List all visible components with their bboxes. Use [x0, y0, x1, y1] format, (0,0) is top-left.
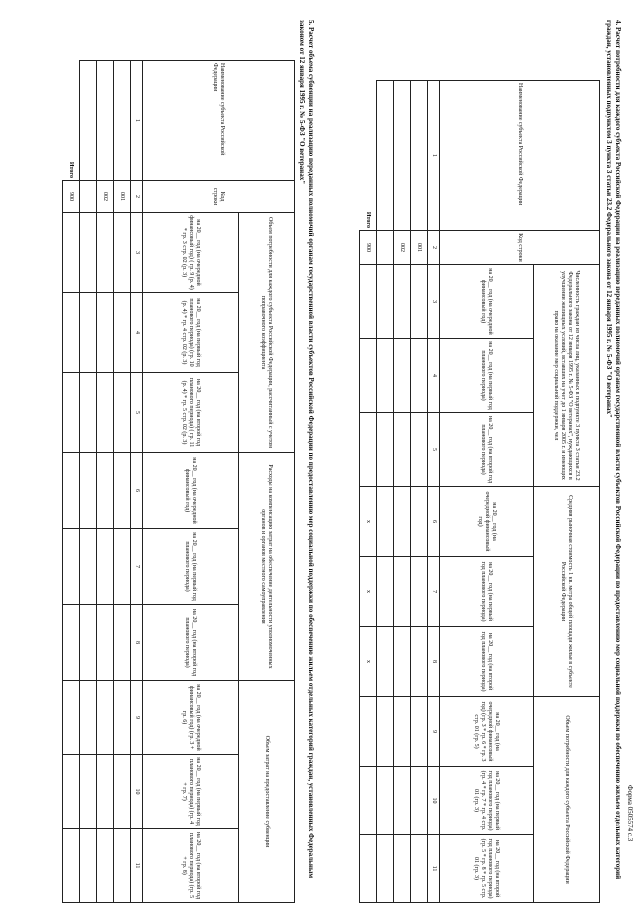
subheader-col11: на 20__ год (на второй год планового периода) (гр. 5 * гр. 8 * гр. 5 стр. 01 (гр. 3) [440, 835, 534, 903]
subheader-col11: на 20__ год (на второй год планового периода) (гр. 5 + гр. 8) [143, 829, 239, 903]
subheader-col3: на 20__ год (на очередной финансовый год) ( гр. 9 (р. 4) * гр. 3 стр. 02 (р. 3) [143, 213, 239, 293]
column-number: 3 [428, 265, 440, 339]
subheader-col9: на 20__ год (на очередной финансовый год) (гр. 3 * гр. 6 * гр. 3 стр. 01 (гр. 5) [440, 697, 534, 767]
column-number: 2 [428, 231, 440, 265]
column-number: 5 [428, 413, 440, 487]
column-number: 1 [131, 61, 143, 181]
subheader-col10: на 20__ год (на первый год планового периода) (гр. 4 + гр. 7) [143, 755, 239, 829]
table-row [114, 61, 131, 903]
header-subvention-group: Объем затрат на предоставление субвенции [239, 681, 295, 903]
table-row [80, 61, 97, 903]
column-number: 11 [131, 829, 143, 903]
column-number: 6 [131, 453, 143, 529]
subheader-col4: на 20__ год (на первый год планового периода) [440, 339, 534, 413]
total-label: Итого [360, 81, 377, 231]
subheader-col3: на 20__ год (на очередной финансовый год) [440, 265, 534, 339]
column-number: 9 [131, 681, 143, 755]
subheader-col6: на 20__ год (на очередной финансовый год) [143, 453, 239, 529]
row-code: 002 [97, 181, 114, 213]
column-number: 2 [131, 181, 143, 213]
column-number: 7 [131, 529, 143, 605]
header-need-group: Объем потребности для каждого субъекта Российской Федерации, рассчитанный с учетом поправочного коэффициента [239, 213, 295, 453]
column-number: 6 [428, 487, 440, 557]
column-number: 5 [131, 373, 143, 453]
column-numbers-row [428, 81, 440, 903]
header-price-group: Средняя рыночная стоимость 1 кв. метра общей площади жилья в субъекте Российской Федерации [534, 487, 600, 697]
column-number: 11 [428, 835, 440, 903]
subheader-col8: на 20__ год (на второй год планового периода) [143, 605, 239, 681]
row-code [377, 231, 394, 265]
table-row [377, 81, 394, 903]
subheader-col10: на 20__ год (на первый год планового периода) (гр. 4 * гр. 7 * гр. 4 стр. 01 (гр. 3) [440, 767, 534, 835]
total-row [63, 61, 80, 903]
column-number: 3 [131, 213, 143, 293]
section-4-table [359, 80, 600, 903]
table-row [411, 81, 428, 903]
column-number: 10 [131, 755, 143, 829]
header-subject: Наименование субъекта Российской Федерации [143, 61, 295, 181]
column-number: 10 [428, 767, 440, 835]
form-code: Форма 0505574 с.3 [626, 785, 634, 842]
header-expenses-group: Расходы на компенсацию затрат на обеспечение деятельности уполномоченных органов и органов местного самоуправления [239, 453, 295, 681]
column-number: 1 [428, 81, 440, 231]
column-number: 9 [428, 697, 440, 767]
subheader-col5: на 20__ год (на второй год планового периода) [440, 413, 534, 487]
section-5-table [62, 60, 295, 903]
subheader-col7: на 20__ год (на первый год планового периода) [440, 557, 534, 627]
section-4-title: 4. Расчет потребности для каждого субъекта Российской Федерации на реализацию переданных полномочий органам государственной власти субъектов Российской Федерации по предоставлению мер социальной поддержки по обеспечению жильем отдельных категорий граждан, установленных подпунктом 3 пункта 3 статьи 23.2 Федерального закона от 12 января 1995 г. № 5-ФЗ "О ветеранах" [605, 20, 622, 880]
row-code: 900 [360, 231, 377, 265]
subheader-col8: на 20__ год (на второй год планового периода) [440, 627, 534, 697]
column-number: 8 [428, 627, 440, 697]
x-mark: x [360, 487, 377, 557]
column-number: 7 [428, 557, 440, 627]
row-code: 900 [63, 181, 80, 213]
total-label: Итого [63, 61, 80, 181]
x-mark: x [360, 627, 377, 697]
x-mark: x [360, 557, 377, 627]
total-row [360, 81, 377, 903]
table-row [394, 81, 411, 903]
row-code: 001 [411, 231, 428, 265]
header-code: Код строки [440, 231, 600, 265]
row-code: 001 [114, 181, 131, 213]
subheader-col7: на 20__ год (на первый год планового периода) [143, 529, 239, 605]
table-row [97, 61, 114, 903]
subheader-col9: на 20__ год (на очередной финансовый год) (гр. 3 + гр. 6) [143, 681, 239, 755]
subheader-col6: на 20__ год (на очередной финансовый год) [440, 487, 534, 557]
header-count-group: Численность граждан из числа лиц, указанных в подпункте 3 пункта 3 статьи 23.2 Федерального закона от 12 января 1995 г. № 5-ФЗ "О ветеранах", нуждающихся в улучшении жилищных условий, вставших на учет до 1 января 2005 г. и имеющих право на оказание мер социальной поддержки, чел [534, 265, 600, 487]
header-code: Код строки [143, 181, 295, 213]
row-code: 002 [394, 231, 411, 265]
column-number: 4 [131, 293, 143, 373]
row-code [80, 181, 97, 213]
subheader-col4: на 20__ год (на первый год планового периода) (гр. 10 (р. 4) * гр. 4 стр. 02 (р. 3) [143, 293, 239, 373]
column-numbers-row [131, 61, 143, 903]
subheader-col5: на 20__ год (на второй год планового периода) ( гр. 11 (р. 4) * гр. 5 стр. 02 (р. 3) [143, 373, 239, 453]
section-5-title: 5. Расчет объема субвенции на реализацию переданных полномочий органам государственной власти субъектов Российской Федерации по предоставлению мер социальной поддержки по обеспечению жильем отдельных категорий граждан, установленных Федеральным законом от 12 января 1995 г. № 5-ФЗ "О ветеранах" [298, 20, 315, 879]
column-number: 8 [131, 605, 143, 681]
column-number: 4 [428, 339, 440, 413]
header-need-group: Объем потребности для каждого субъекта Российской Федерации [534, 697, 600, 903]
header-subject: Наименование субъекта Российской Федерации [440, 81, 600, 231]
